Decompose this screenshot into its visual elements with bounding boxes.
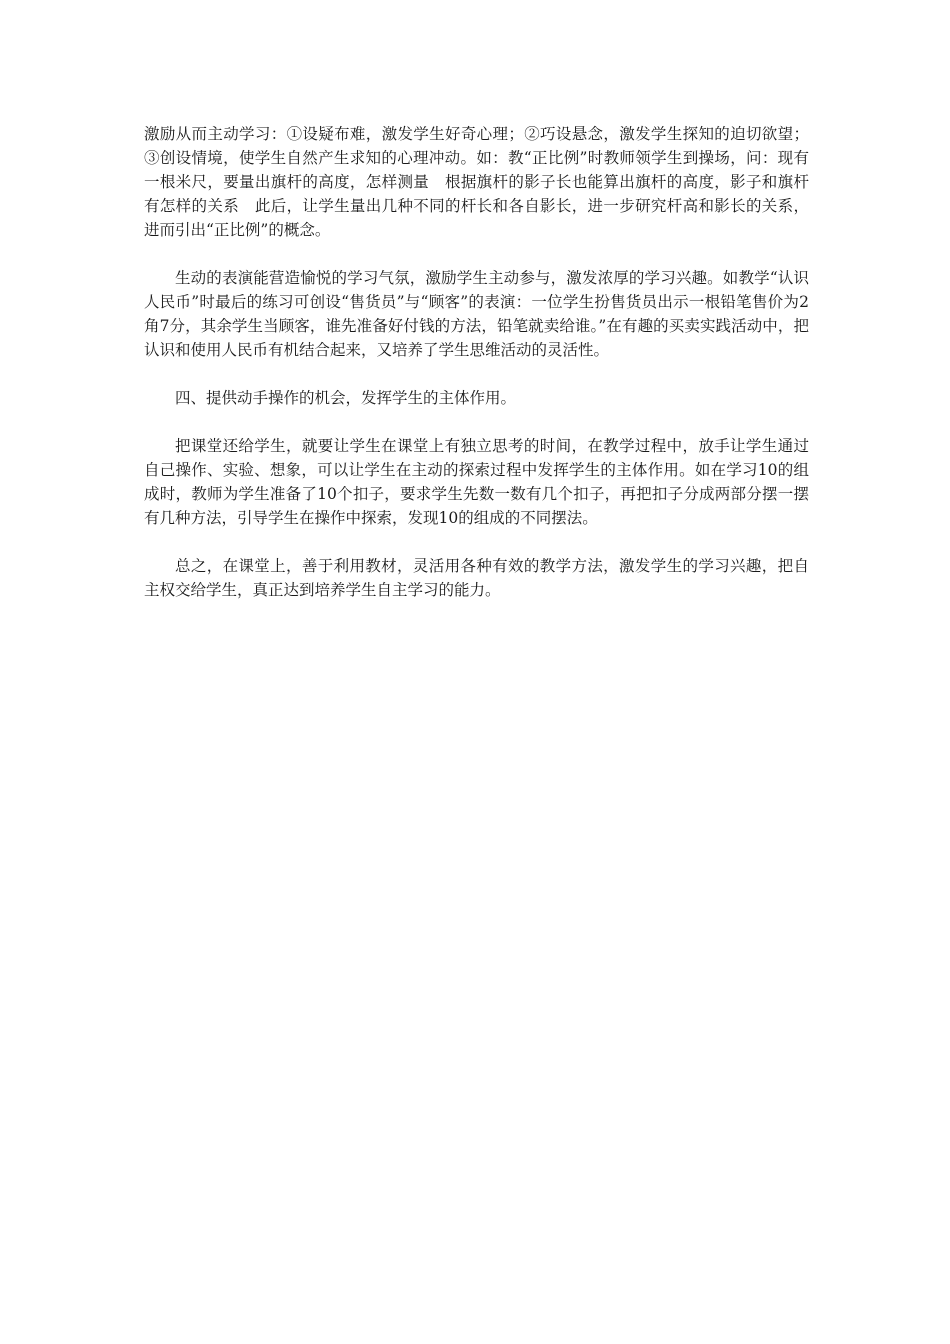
document-body — [144, 122, 809, 626]
paragraph-3: 把课堂还给学生，就要让学生在课堂上有独立思考的时间，在教学过程中，放手让学生通过自己操作、实验、想象，可以让学生在主动的探索过程中发挥学生的主体作用。如在学习10的组成时，教师为学生准备了10个扣子，要求学生先数一数有几个扣子，再把扣子分成两部分摆一摆有几种方法，引导学生在操作中探索，发现10的组成的不同摆法。 — [144, 437, 809, 527]
paragraph-1: 激励从而主动学习：①设疑布难，激发学生好奇心理；②巧设悬念，激发学生探知的迫切欲望；③创设情境，使学生自然产生求知的心理冲动。如：教“正比例”时教师领学生到操场，问：现有一根米尺，要量出旗杆的高度，怎样测量 根据旗杆的影子长也能算出旗杆的高度，影子和旗杆有怎样的关系 此后，让学生量出几种不同的杆长和各自影长，进一步研究杆高和影长的关系，进而引出“正比例”的概念。 — [144, 125, 809, 239]
paragraph-4: 总之，在课堂上，善于利用教材，灵活用各种有效的教学方法，激发学生的学习兴趣，把自主权交给学生，真正达到培养学生自主学习的能力。 — [144, 557, 809, 599]
section-heading: 四、提供动手操作的机会，发挥学生的主体作用。 — [175, 389, 517, 407]
paragraph-2: 生动的表演能营造愉悦的学习气氛，激励学生主动参与，激发浓厚的学习兴趣。如教学“认识人民币”时最后的练习可创设“售货员”与“顾客”的表演：一位学生扮售货员出示一根铅笔售价为2角7分，其余学生当顾客，谁先准备好付钱的方法，铅笔就卖给谁。”在有趣的买卖实践活动中，把认识和使用人民币有机结合起来，又培养了学生思维活动的灵活性。 — [144, 269, 809, 359]
